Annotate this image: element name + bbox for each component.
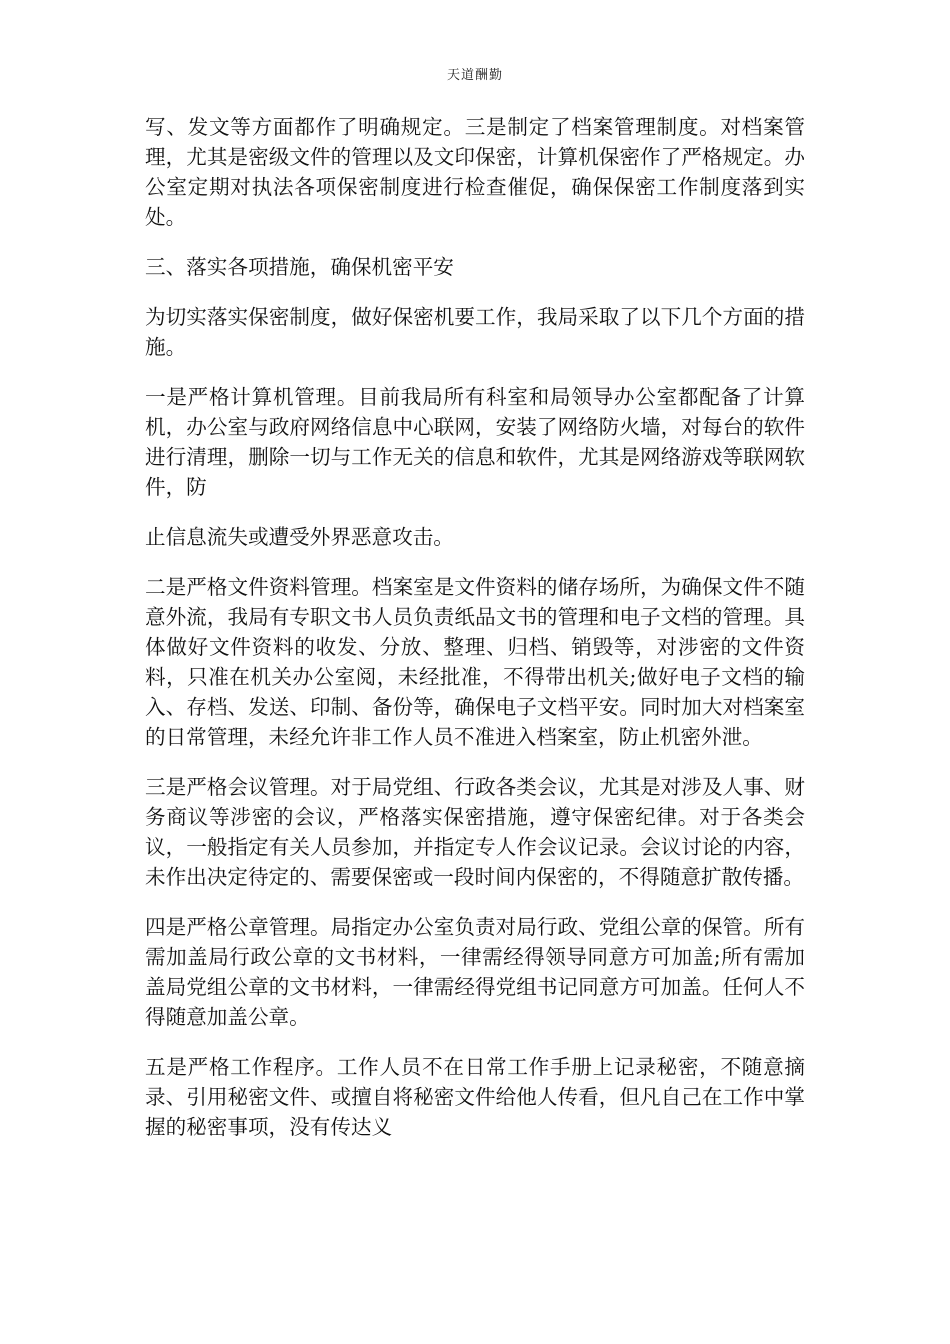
paragraph-file-management: 二是严格文件资料管理。档案室是文件资料的储存场所，为确保文件不随意外流，我局有专职文书人员负责纸品文书的管理和电子文档的管理。具体做好文件资料的收发、分放、整理、归档、销毁等，对涉密的文件资料，只准在机关办公室阅，未经批准，不得带出机关;做好电子文档的输入、存档、发送、印制、备份等，确保电子文档平安。同时加大对档案室的日常管理，未经允许非工作人员不准进入档案室，防止机密外泄。 bbox=[145, 575, 805, 749]
paragraph-intro: 为切实落实保密制度，做好保密机要工作，我局采取了以下几个方面的措施。 bbox=[145, 305, 805, 359]
paragraph-computer-management: 一是严格计算机管理。目前我局所有科室和局领导办公室都配备了计算机，办公室与政府网络信息中心联网，安装了网络防火墙，对每台的软件进行清理，删除一切与工作无关的信息和软件，尤其是网络游戏等联网软件，防 bbox=[145, 385, 805, 499]
paragraph-work-procedure: 五是严格工作程序。工作人员不在日常工作手册上记录秘密，不随意摘录、引用秘密文件、或擅自将秘密文件给他人传看，但凡自己在工作中掌握的秘密事项，没有传达义 bbox=[145, 1055, 805, 1139]
document-body bbox=[145, 112, 805, 1162]
paragraph-regulations: 写、发文等方面都作了明确规定。三是制定了档案管理制度。对档案管理，尤其是密级文件的管理以及文印保密，计算机保密作了严格规定。办公室定期对执法各项保密制度进行检查催促，确保保密工作制度落到实处。 bbox=[145, 115, 805, 229]
paragraph-seal-management: 四是严格公章管理。局指定办公室负责对局行政、党组公章的保管。所有需加盖局行政公章的文书材料，一律需经得领导同意方可加盖;所有需加盖局党组公章的文书材料，一律需经得党组书记同意方可加盖。任何人不得随意加盖公章。 bbox=[145, 915, 805, 1029]
paragraph-meeting-management: 三是严格会议管理。对于局党组、行政各类会议，尤其是对涉及人事、财务商议等涉密的会议，严格落实保密措施，遵守保密纪律。对于各类会议，一般指定有关人员参加，并指定专人作会议记录。会议讨论的内容，未作出决定待定的、需要保密或一段时间内保密的，不得随意扩散传播。 bbox=[145, 775, 805, 889]
paragraph-computer-management-cont: 止信息流失或遭受外界恶意攻击。 bbox=[145, 525, 454, 549]
section-heading: 三、落实各项措施，确保机密平安 bbox=[145, 255, 454, 279]
page-header: 天道酬勤 bbox=[446, 68, 503, 83]
